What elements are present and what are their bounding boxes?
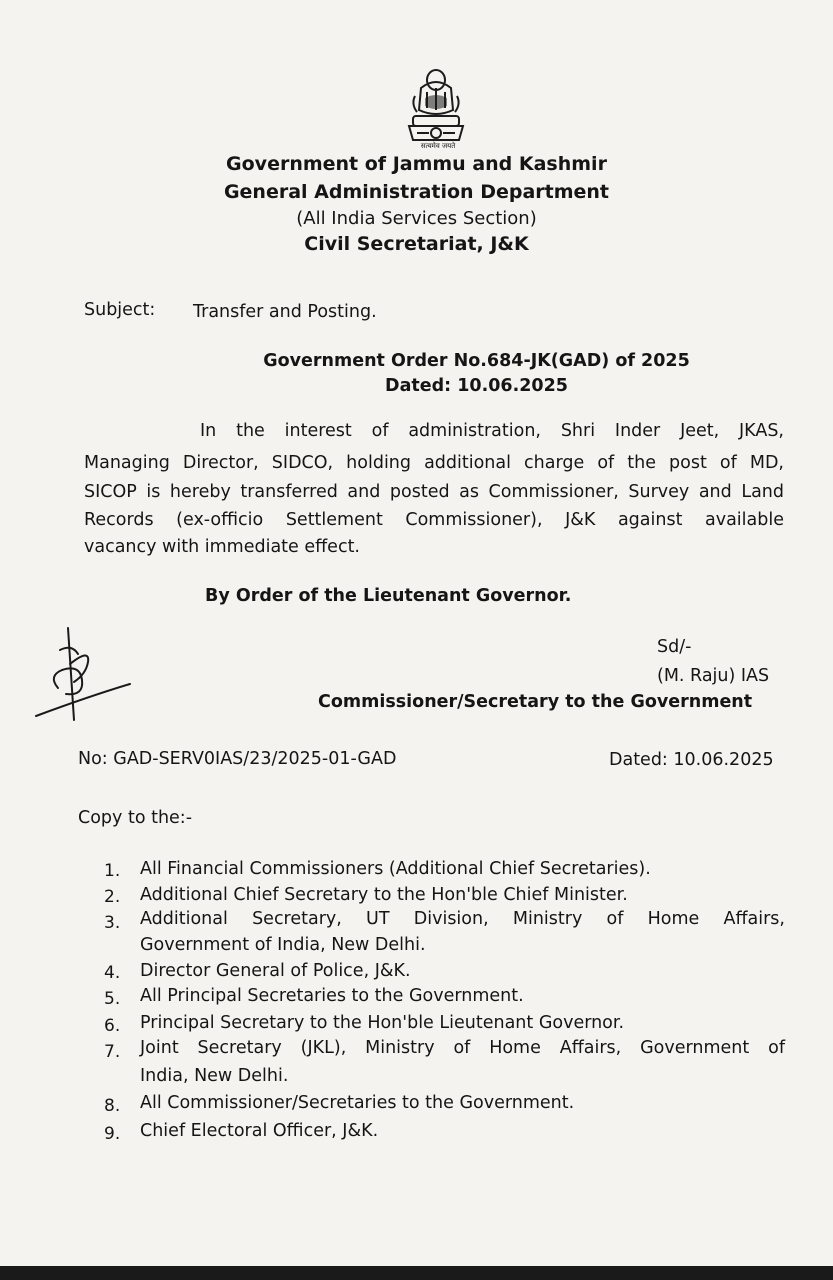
reference-number: No: GAD-SERV0IAS/23/2025-01-GAD [78,749,397,769]
subject-label: Subject: [84,300,156,320]
copy-item-text: Joint Secretary (JKL), Ministry of Home Affairs, Government of [140,1038,785,1058]
copy-item-number: 5. [104,989,121,1009]
header-government: Government of Jammu and Kashmir [226,153,607,175]
copy-item-text: All Financial Commissioners (Additional Chief Secretaries). [140,859,651,879]
copy-to-heading: Copy to the:- [78,808,193,828]
reference-date: Dated: 10.06.2025 [609,750,774,770]
copy-item-number: 8. [104,1096,121,1116]
copy-item-number: 4. [104,963,121,983]
signatory-name: (M. Raju) IAS [657,666,770,686]
body-line-2: Managing Director, SIDCO, holding additional charge of the post of MD, [84,453,784,473]
emblem-motto: सत्यमेव जयते [420,142,456,150]
copy-item-text: Director General of Police, J&K. [140,961,411,981]
copy-item-text: All Commissioner/Secretaries to the Government. [140,1093,575,1113]
copy-item-number: 9. [104,1124,121,1144]
copy-item-text: Additional Chief Secretary to the Hon'ble Chief Minister. [140,885,628,905]
body-line-4: Records (ex-officio Settlement Commissioner), J&K against available [84,510,784,530]
copy-item-text: Additional Secretary, UT Division, Ministry of Home Affairs, [140,909,785,929]
copy-item-text: Chief Electoral Officer, J&K. [140,1121,379,1141]
copy-item-number: 1. [104,861,121,881]
copy-item-number: 6. [104,1016,121,1036]
subject-text: Transfer and Posting. [193,302,377,322]
body-line-5: vacancy with immediate effect. [84,537,360,557]
signatory-designation: Commissioner/Secretary to the Government [318,692,753,712]
header-department: General Administration Department [223,181,610,203]
body-line-3: SICOP is hereby transferred and posted as Commissioner, Survey and Land [84,482,784,502]
header-secretariat: Civil Secretariat, J&K [304,233,529,255]
body-line-1: In the interest of administration, Shri Inder Jeet, JKAS, [200,421,784,441]
copy-item-text-continued: Government of India, New Delhi. [140,935,426,955]
header-section: (All India Services Section) [296,208,537,229]
copy-item-text: Principal Secretary to the Hon'ble Lieutenant Governor. [140,1013,625,1033]
copy-item-text-continued: India, New Delhi. [140,1066,289,1086]
order-date: Dated: 10.06.2025 [385,376,568,396]
copy-item-number: 7. [104,1042,121,1062]
national-emblem-icon [403,66,469,152]
scan-bottom-edge [0,1266,833,1280]
copy-item-number: 2. [104,887,121,907]
sd-mark: Sd/- [657,637,692,657]
order-title: Government Order No.684-JK(GAD) of 2025 [263,351,690,371]
copy-item-text: All Principal Secretaries to the Government. [140,986,524,1006]
handwritten-signature-icon [30,626,140,722]
by-order-line: By Order of the Lieutenant Governor. [205,586,572,606]
copy-item-number: 3. [104,913,121,933]
